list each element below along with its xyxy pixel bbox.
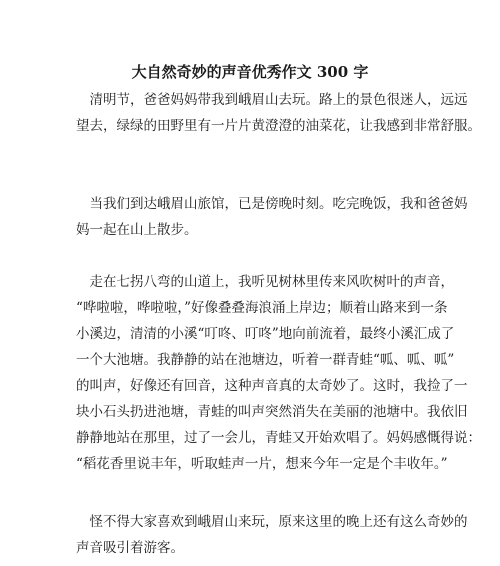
paragraph-line: 的叫声，好像还有回音，这种声音真的太奇妙了。这时，我捡了一 xyxy=(76,378,468,394)
paragraph-line: 清明节，爸爸妈妈带我到峨眉山去玩。路上的景色很迷人，远远 xyxy=(76,92,468,108)
paragraph-line: 小溪边，清清的小溪“叮咚、叮咚”地向前流着，最终小溪汇成了 xyxy=(76,326,455,342)
paragraph-line: “哗啦啦，哗啦啦，”好像叠叠海浪涌上岸边；顺着山路来到一条 xyxy=(76,300,448,316)
document-title: 大自然奇妙的声音优秀作文 300 字 xyxy=(131,63,369,81)
paragraph-3 xyxy=(76,269,481,477)
paragraph-line: 块小石头扔进池塘，青蛙的叫声突然消失在美丽的池塘中。我依旧 xyxy=(76,404,468,420)
paragraph-4 xyxy=(76,509,468,561)
paragraph-line: 怪不得大家喜欢到峨眉山来玩，原来这里的晚上还有这么奇妙的 xyxy=(76,514,468,530)
paragraph-line: 妈一起在山上散步。 xyxy=(76,222,198,238)
paragraph-line: “稻花香里说丰年，听取蛙声一片，想来今年一定是个丰收年。” xyxy=(76,456,448,472)
paragraph-line: 望去，绿绿的田野里有一片片黄澄澄的油菜花，让我感到非常舒服。 xyxy=(76,118,481,134)
paragraph-line: 走在七拐八弯的山道上，我听见树林里传来风吹树叶的声音， xyxy=(76,274,454,290)
paragraph-2 xyxy=(76,191,468,243)
paragraph-line: 静静地站在那里，过了一会儿，青蛙又开始欢唱了。妈妈感慨得说： xyxy=(76,430,481,446)
paragraph-1 xyxy=(76,87,481,139)
paragraph-line: 声音吸引着游客。 xyxy=(76,540,184,556)
paragraph-line: 当我们到达峨眉山旅馆，已是傍晚时刻。吃完晚饭，我和爸爸妈 xyxy=(76,196,468,212)
paragraph-line: 一个大池塘。我静静的站在池塘边，听着一群青蛙“呱、呱、呱” xyxy=(76,352,455,368)
